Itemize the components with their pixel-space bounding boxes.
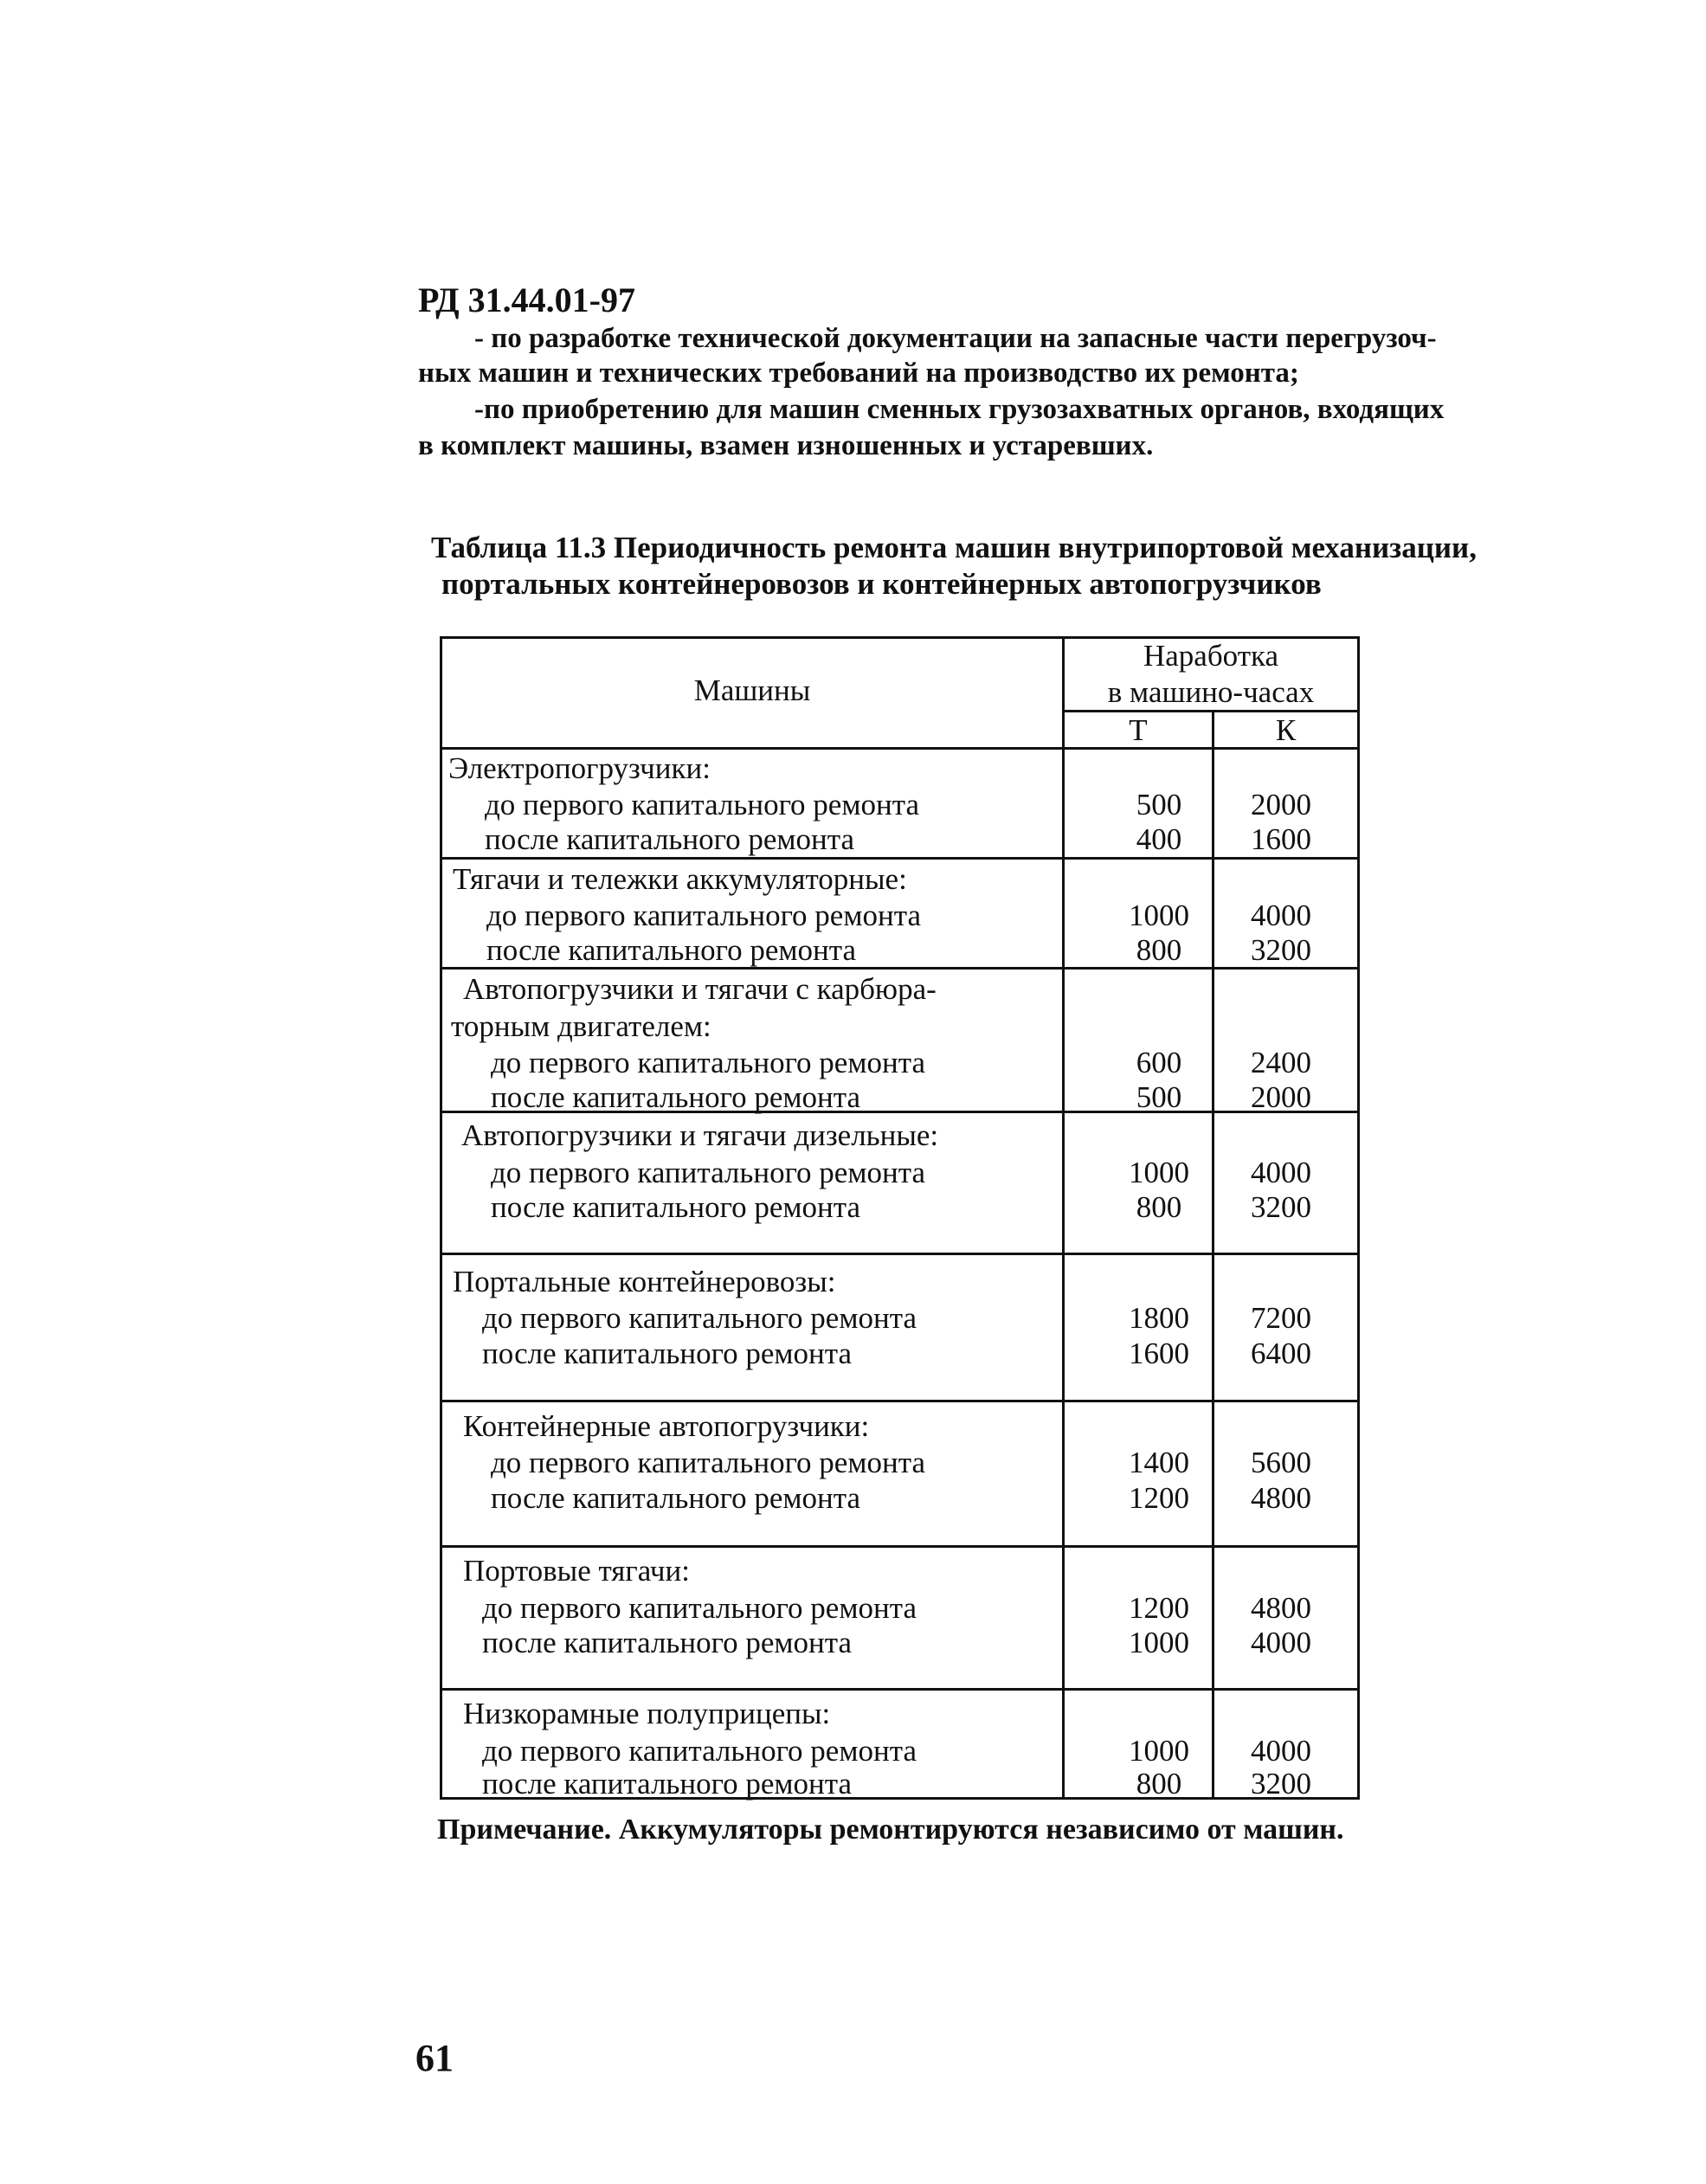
body-line-2: ных машин и технических требований на производство их ремонта; xyxy=(418,358,1299,389)
value-t: 1000 xyxy=(1129,1626,1189,1659)
value-k: 3200 xyxy=(1251,1190,1311,1224)
row-label: после капитального ремонта xyxy=(491,1190,861,1224)
value-t: 1000 xyxy=(1129,899,1189,932)
row-label: до первого капитального ремонта xyxy=(485,788,919,821)
table-note: Примечание. Аккумуляторы ремонтируются независимо от машин. xyxy=(437,1814,1344,1846)
value-k: 4800 xyxy=(1251,1591,1311,1625)
value-k: 5600 xyxy=(1251,1446,1311,1479)
value-k: 2000 xyxy=(1251,1080,1311,1114)
header-machines: Машины xyxy=(693,673,811,707)
group-name: Портальные контейнеровозы: xyxy=(453,1265,836,1298)
value-t: 1200 xyxy=(1129,1591,1189,1625)
value-k: 4000 xyxy=(1251,1626,1311,1659)
group-name-continued: торным двигателем: xyxy=(451,1009,711,1043)
header-hours-line-2: в машино-часах xyxy=(1107,675,1315,709)
group-name: Автопогрузчики и тягачи дизельные: xyxy=(461,1118,939,1152)
value-t: 800 xyxy=(1136,1767,1182,1801)
value-t: 800 xyxy=(1136,1190,1182,1224)
row-label: после капитального ремонта xyxy=(486,933,857,967)
row-label: после капитального ремонта xyxy=(491,1481,861,1515)
value-k: 4000 xyxy=(1251,899,1311,932)
group-name: Тягачи и тележки аккумуляторные: xyxy=(453,862,907,896)
value-t: 400 xyxy=(1136,822,1182,856)
value-k: 7200 xyxy=(1251,1301,1311,1335)
row-label: после капитального ремонта xyxy=(491,1080,861,1114)
header-hours-line-1: Наработка xyxy=(1143,639,1278,673)
row-label: после капитального ремонта xyxy=(482,1626,853,1659)
value-t: 1400 xyxy=(1129,1446,1189,1479)
row-label: до первого капитального ремонта xyxy=(482,1301,917,1335)
table-title-line-2: портальных контейнеровозов и контейнерных автопогрузчиков xyxy=(441,567,1322,601)
value-k: 1600 xyxy=(1251,822,1311,856)
row-label: до первого капитального ремонта xyxy=(491,1156,925,1189)
page-number: 61 xyxy=(415,2037,454,2079)
row-label: после капитального ремонта xyxy=(482,1337,853,1370)
header-k: К xyxy=(1275,713,1297,747)
body-line-3: -по приобретению для машин сменных грузозахватных органов, входящих xyxy=(474,394,1445,425)
value-t: 1800 xyxy=(1129,1301,1189,1335)
document-code: РД 31.44.01-97 xyxy=(418,280,635,319)
group-name: Автопогрузчики и тягачи с карбюра- xyxy=(463,972,937,1006)
body-line-4: в комплект машины, взамен изношенных и устаревших. xyxy=(418,430,1154,461)
value-t: 500 xyxy=(1136,788,1182,821)
value-t: 1600 xyxy=(1129,1337,1189,1370)
row-label: после капитального ремонта xyxy=(482,1767,853,1801)
row-label: до первого капитального ремонта xyxy=(491,1046,925,1079)
value-k: 3200 xyxy=(1251,1767,1311,1801)
group-name: Низкорамные полуприцепы: xyxy=(463,1697,831,1730)
value-k: 3200 xyxy=(1251,933,1311,967)
value-k: 4000 xyxy=(1251,1156,1311,1189)
table-title-line-1: Таблица 11.3 Периодичность ремонта машин внутрипортовой механизации, xyxy=(431,531,1477,564)
group-name: Электропогрузчики: xyxy=(448,751,711,785)
row-label: после капитального ремонта xyxy=(485,822,855,856)
value-t: 1000 xyxy=(1129,1156,1189,1189)
group-name: Контейнерные автопогрузчики: xyxy=(463,1409,870,1443)
header-t: Т xyxy=(1129,713,1148,747)
value-t: 1200 xyxy=(1129,1481,1189,1515)
group-name: Портовые тягачи: xyxy=(463,1554,690,1588)
value-t: 800 xyxy=(1136,933,1182,967)
value-k: 4000 xyxy=(1251,1734,1311,1768)
value-t: 600 xyxy=(1136,1046,1182,1079)
row-label: до первого капитального ремонта xyxy=(491,1446,925,1479)
row-label: до первого капитального ремонта xyxy=(482,1734,917,1768)
row-label: до первого капитального ремонта xyxy=(482,1591,917,1625)
value-k: 2000 xyxy=(1251,788,1311,821)
value-k: 4800 xyxy=(1251,1481,1311,1515)
value-k: 6400 xyxy=(1251,1337,1311,1370)
value-k: 2400 xyxy=(1251,1046,1311,1079)
value-t: 1000 xyxy=(1129,1734,1189,1768)
body-line-1: - по разработке технической документации на запасные части перегрузоч- xyxy=(474,323,1437,354)
value-t: 500 xyxy=(1136,1080,1182,1114)
row-label: до первого капитального ремонта xyxy=(486,899,921,932)
